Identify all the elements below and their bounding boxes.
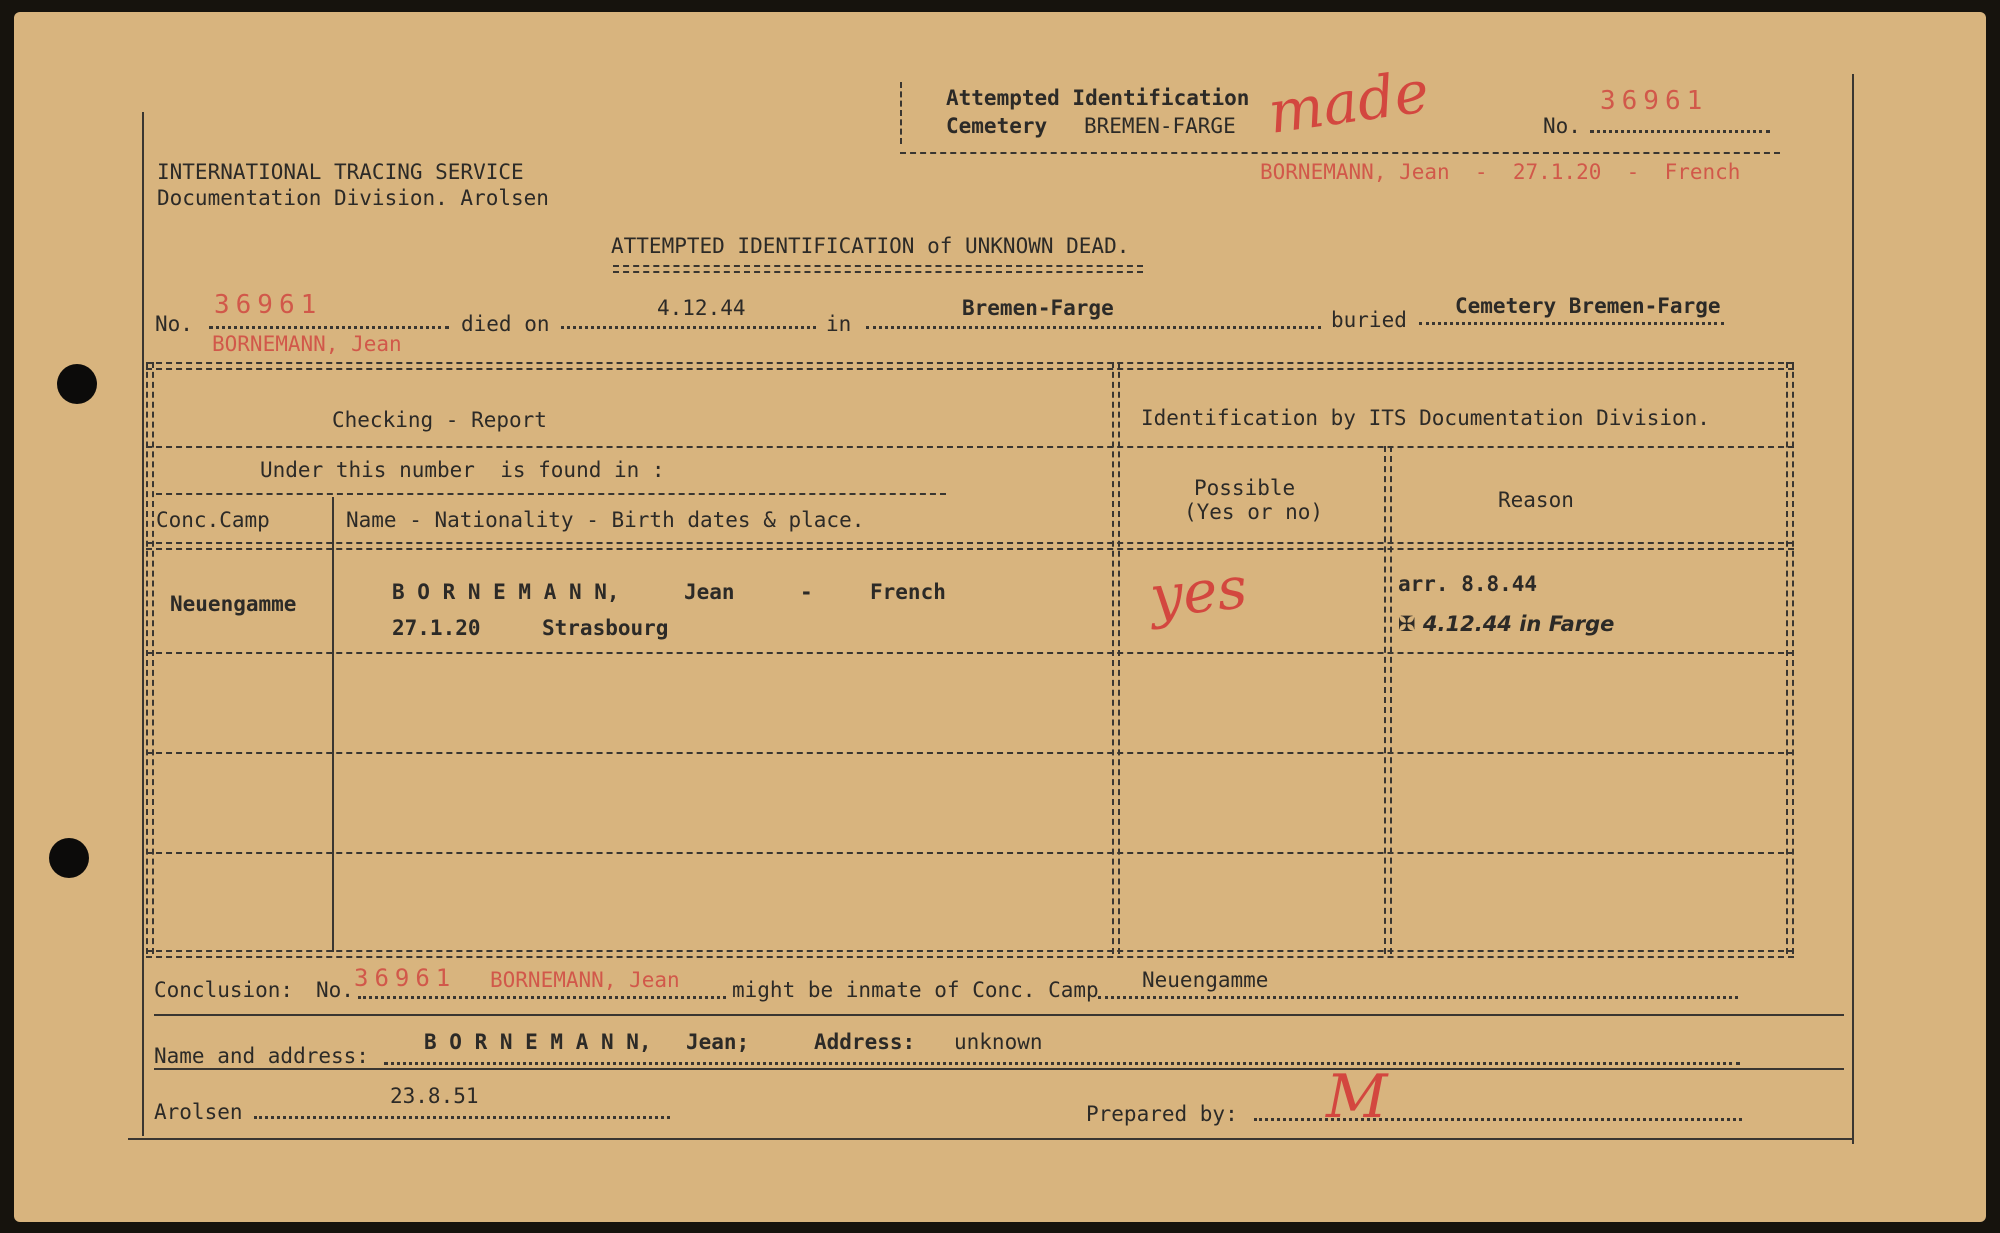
- row-nationality: French: [870, 580, 946, 604]
- col-reason-header: Reason: [1498, 488, 1574, 512]
- record-died-dots: [561, 326, 816, 329]
- address-value: unknown: [954, 1030, 1043, 1054]
- record-in-label: in: [826, 312, 852, 336]
- checking-report-heading: Checking - Report: [332, 408, 547, 432]
- col-name-header: Name - Nationality - Birth dates & place.: [346, 508, 865, 532]
- table-rule-row1: [146, 652, 1794, 654]
- name-address-dots: [384, 1062, 1740, 1065]
- row-firstname: Jean: [684, 580, 735, 604]
- record-died-value: 4.12.44: [657, 296, 746, 320]
- row-birthdate: 27.1.20: [392, 616, 481, 640]
- col-possible-header-1: Possible: [1194, 476, 1296, 500]
- row-possible: yes: [1146, 553, 1251, 631]
- record-in-dots: [866, 326, 1321, 329]
- record-in-value: Bremen-Farge: [962, 296, 1114, 320]
- header-no-label: No.: [1543, 114, 1581, 138]
- prepared-by-label: Prepared by:: [1086, 1102, 1238, 1126]
- header-box: [900, 57, 1780, 158]
- row-birthplace: Strasbourg: [542, 616, 669, 640]
- conclusion-camp-dots: [1098, 996, 1738, 999]
- table-reason-rule: [1384, 446, 1392, 954]
- punch-hole-bottom: [49, 838, 89, 878]
- name-address-first: Jean;: [686, 1030, 750, 1054]
- table-mid-rule: [1112, 362, 1120, 954]
- header-cemetery-label: Cemetery: [946, 114, 1048, 138]
- table-camp-rule: [332, 497, 334, 952]
- form-title-underline: [613, 265, 1143, 273]
- conclusion-camp: Neuengamme: [1142, 968, 1269, 992]
- document-card: [14, 12, 1986, 1222]
- header-no-value: 36961: [1600, 86, 1709, 116]
- header-cemetery-name: BREMEN-FARGE: [1084, 114, 1236, 138]
- record-no-label: No.: [155, 312, 193, 336]
- col-camp-header: Conc.Camp: [156, 508, 270, 532]
- header-no-dots: [1590, 130, 1770, 133]
- table-rule-under: [156, 493, 946, 495]
- form-title: ATTEMPTED IDENTIFICATION of UNKNOWN DEAD.: [611, 234, 1130, 258]
- record-buried-dots: [1419, 322, 1724, 325]
- row-camp: Neuengamme: [170, 592, 297, 616]
- subject-line: BORNEMANN, Jean - 27.1.20 - French: [1260, 160, 1741, 184]
- record-died-label: died on: [461, 312, 550, 336]
- organization-line1: INTERNATIONAL TRACING SERVICE: [157, 160, 524, 184]
- table-right-rule: [1786, 362, 1794, 954]
- record-buried-value: Cemetery Bremen-Farge: [1455, 294, 1721, 318]
- footer-place: Arolsen: [154, 1100, 243, 1124]
- record-no-dots: [209, 326, 449, 329]
- table-top-rule: [146, 362, 1794, 370]
- footer-date: 23.8.51: [390, 1084, 479, 1108]
- table-rule-row3: [146, 852, 1794, 854]
- record-name: BORNEMANN, Jean: [212, 332, 402, 356]
- address-label: Address:: [814, 1030, 916, 1054]
- name-address-name: B O R N E M A N N,: [424, 1030, 652, 1054]
- handwritten-note: made: [1264, 57, 1433, 147]
- record-buried-label: buried: [1331, 308, 1407, 332]
- header-title: Attempted Identification: [946, 86, 1250, 110]
- conclusion-no-dots: [358, 996, 726, 999]
- checking-table: [146, 362, 1794, 962]
- table-rule-header: [146, 446, 1794, 448]
- identification-heading: Identification by ITS Documentation Division.: [1141, 406, 1710, 430]
- conclusion-label: Conclusion:: [154, 978, 294, 1002]
- header-box-bottom: [900, 152, 1780, 154]
- row-surname: B O R N E M A N N,: [392, 580, 620, 604]
- name-address-rule: [154, 1068, 1844, 1070]
- conclusion-no-label: No.: [316, 978, 354, 1002]
- name-address-label: Name and address:: [154, 1044, 369, 1068]
- row-reason-line1: arr. 8.8.44: [1398, 572, 1538, 596]
- table-left-rule: [146, 362, 154, 954]
- under-number-text: Under this number is found in :: [260, 458, 665, 482]
- frame-bottom: [128, 1138, 1854, 1140]
- record-no-value: 36961: [214, 290, 323, 320]
- frame-left: [142, 112, 144, 1136]
- organization-line2: Documentation Division. Arolsen: [157, 186, 549, 210]
- table-rule-colheads: [146, 542, 1794, 550]
- conclusion-rule: [154, 1014, 1844, 1016]
- row-dash: -: [800, 580, 813, 604]
- punch-hole-top: [57, 364, 97, 404]
- conclusion-name: BORNEMANN, Jean: [490, 968, 680, 992]
- table-bottom-rule: [146, 950, 1794, 958]
- footer-date-dots: [254, 1116, 670, 1119]
- table-rule-row2: [146, 752, 1794, 754]
- prepared-by-signature: M: [1326, 1062, 1388, 1132]
- conclusion-text: might be inmate of Conc. Camp: [732, 978, 1099, 1002]
- frame-right: [1852, 74, 1854, 1144]
- header-box-left: [900, 82, 902, 144]
- col-possible-header-2: (Yes or no): [1184, 500, 1324, 524]
- row-reason-line2: ✠ 4.12.44 in Farge: [1398, 612, 1615, 636]
- conclusion-no-value: 36961: [354, 964, 457, 992]
